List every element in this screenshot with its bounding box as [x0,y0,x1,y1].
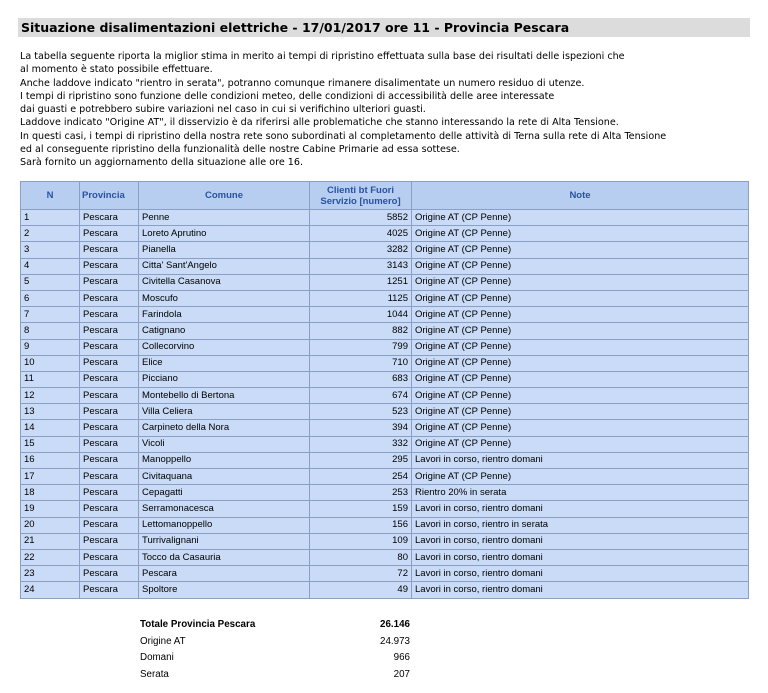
table-row [21,226,749,242]
table-row [21,452,749,468]
row-clienti: 523 [310,404,412,420]
row-provincia: Pescara [80,452,139,468]
row-clienti: 332 [310,436,412,452]
row-comune: Citta' Sant'Angelo [139,258,310,274]
table-row [21,355,749,371]
row-comune: Civitella Casanova [139,274,310,290]
row-clienti: 1044 [310,307,412,323]
row-number: 19 [21,501,80,517]
row-comune: Cepagatti [139,485,310,501]
row-note: Origine AT (CP Penne) [412,469,749,485]
row-comune: Serramonacesca [139,501,310,517]
table-row [21,307,749,323]
row-clienti: 5852 [310,210,412,226]
row-provincia: Pescara [80,323,139,339]
row-number: 12 [21,388,80,404]
row-comune: Moscufo [139,290,310,306]
row-number: 13 [21,404,80,420]
totals-value: 207 [393,668,410,680]
header-comune: Comune [139,182,310,210]
totals-label: Origine AT [140,635,186,647]
row-number: 11 [21,371,80,387]
outage-table [20,181,749,599]
totals-value: 24.973 [380,635,410,647]
row-note: Origine AT (CP Penne) [412,274,749,290]
row-clienti: 710 [310,355,412,371]
row-clienti: 109 [310,533,412,549]
row-provincia: Pescara [80,485,139,501]
totals-label: Serata [140,668,169,680]
row-note: Lavori in corso, rientro domani [412,566,749,582]
table-row [21,436,749,452]
row-provincia: Pescara [80,549,139,565]
table-row [21,501,749,517]
row-number: 4 [21,258,80,274]
table-row [21,420,749,436]
row-comune: Lettomanoppello [139,517,310,533]
row-note: Rientro 20% in serata [412,485,749,501]
row-comune: Pescara [139,566,310,582]
row-clienti: 159 [310,501,412,517]
row-note: Lavori in corso, rientro domani [412,533,749,549]
row-comune: Catignano [139,323,310,339]
row-number: 6 [21,290,80,306]
row-clienti: 3143 [310,258,412,274]
row-note: Origine AT (CP Penne) [412,339,749,355]
totals-row [140,617,410,634]
row-note: Origine AT (CP Penne) [412,436,749,452]
table-row [21,323,749,339]
row-note: Origine AT (CP Penne) [412,355,749,371]
row-clienti: 49 [310,582,412,598]
table-row [21,549,749,565]
row-comune: Civitaquana [139,469,310,485]
row-provincia: Pescara [80,469,139,485]
row-note: Lavori in corso, rientro domani [412,452,749,468]
row-comune: Vicoli [139,436,310,452]
row-clienti: 394 [310,420,412,436]
row-provincia: Pescara [80,436,139,452]
row-note: Origine AT (CP Penne) [412,210,749,226]
intro-line: dai guasti e potrebbero subire variazioni nel caso in cui si verifichino ulteriori guasti. [20,104,426,116]
table-row [21,371,749,387]
header-n: N [21,182,80,210]
intro-line: Sarà fornito un aggiornamento della situazione alle ore 16. [20,157,304,169]
table-row [21,533,749,549]
table-header-row [21,182,749,210]
row-note: Origine AT (CP Penne) [412,290,749,306]
table-row [21,485,749,501]
row-note: Lavori in corso, rientro in serata [412,517,749,533]
table-row [21,404,749,420]
intro-text [20,50,750,170]
row-clienti: 683 [310,371,412,387]
row-clienti: 253 [310,485,412,501]
row-provincia: Pescara [80,226,139,242]
row-number: 14 [21,420,80,436]
table-row [21,210,749,226]
row-number: 10 [21,355,80,371]
row-provincia: Pescara [80,210,139,226]
row-note: Origine AT (CP Penne) [412,307,749,323]
row-note: Lavori in corso, rientro domani [412,549,749,565]
page-title: Situazione disalimentazioni elettriche - 17/01/2017 ore 11 - Provincia Pescara [18,18,750,37]
header-note: Note [412,182,749,210]
row-provincia: Pescara [80,242,139,258]
row-comune: Elice [139,355,310,371]
row-provincia: Pescara [80,566,139,582]
row-number: 17 [21,469,80,485]
row-number: 1 [21,210,80,226]
row-provincia: Pescara [80,339,139,355]
row-comune: Penne [139,210,310,226]
table-row [21,388,749,404]
row-number: 2 [21,226,80,242]
row-number: 16 [21,452,80,468]
intro-line: I tempi di ripristino sono funzione delle condizioni meteo, delle condizioni di accessibilità delle aree interessate [20,90,555,102]
row-note: Origine AT (CP Penne) [412,388,749,404]
row-comune: Picciano [139,371,310,387]
row-provincia: Pescara [80,501,139,517]
row-provincia: Pescara [80,290,139,306]
row-clienti: 156 [310,517,412,533]
row-comune: Farindola [139,307,310,323]
row-comune: Loreto Aprutino [139,226,310,242]
totals-row [140,634,410,651]
header-clienti: Clienti bt Fuori Servizio [numero] [310,182,412,210]
totals-value: 966 [393,652,410,663]
row-provincia: Pescara [80,388,139,404]
intro-line: ed al conseguente ripristino della funzionalità delle nostre Cabine Primarie ad essa sottese. [20,144,460,156]
row-number: 23 [21,566,80,582]
row-provincia: Pescara [80,307,139,323]
totals-label: Domani [140,652,174,663]
table-row [21,242,749,258]
totals-row [140,650,410,667]
row-comune: Montebello di Bertona [139,388,310,404]
row-number: 3 [21,242,80,258]
row-clienti: 799 [310,339,412,355]
intro-line: In questi casi, i tempi di ripristino della nostra rete sono subordinati al completamento delle attività di Terna sulla rete di Alta Tensione [20,130,667,142]
row-provincia: Pescara [80,420,139,436]
row-provincia: Pescara [80,355,139,371]
row-clienti: 4025 [310,226,412,242]
totals-row [140,667,410,684]
totals-summary [140,617,410,683]
table-row [21,517,749,533]
row-number: 5 [21,274,80,290]
totals-value: 26.146 [380,619,410,630]
row-comune: Tocco da Casauria [139,549,310,565]
row-comune: Spoltore [139,582,310,598]
row-clienti: 254 [310,469,412,485]
row-comune: Turrivalignani [139,533,310,549]
row-comune: Carpineto della Nora [139,420,310,436]
row-number: 15 [21,436,80,452]
row-note: Origine AT (CP Penne) [412,226,749,242]
row-number: 18 [21,485,80,501]
row-note: Lavori in corso, rientro domani [412,582,749,598]
row-number: 7 [21,307,80,323]
row-note: Origine AT (CP Penne) [412,242,749,258]
row-number: 20 [21,517,80,533]
table-row [21,339,749,355]
row-provincia: Pescara [80,274,139,290]
row-clienti: 295 [310,452,412,468]
row-note: Origine AT (CP Penne) [412,420,749,436]
row-note: Origine AT (CP Penne) [412,323,749,339]
row-clienti: 80 [310,549,412,565]
row-note: Origine AT (CP Penne) [412,404,749,420]
row-comune: Collecorvino [139,339,310,355]
row-number: 8 [21,323,80,339]
row-note: Lavori in corso, rientro domani [412,501,749,517]
table-row [21,290,749,306]
row-clienti: 674 [310,388,412,404]
row-clienti: 3282 [310,242,412,258]
row-provincia: Pescara [80,582,139,598]
row-provincia: Pescara [80,517,139,533]
row-provincia: Pescara [80,371,139,387]
row-number: 24 [21,582,80,598]
row-number: 22 [21,549,80,565]
row-provincia: Pescara [80,258,139,274]
table-row [21,274,749,290]
row-clienti: 1251 [310,274,412,290]
table-row [21,566,749,582]
table-row [21,469,749,485]
header-provincia: Provincia [80,182,139,210]
row-clienti: 72 [310,566,412,582]
intro-line: Anche laddove indicato "rientro in serata", potranno comunque rimanere disalimentate un numero residuo di utenze. [20,77,585,89]
row-note: Origine AT (CP Penne) [412,258,749,274]
row-comune: Villa Celiera [139,404,310,420]
row-comune: Manoppello [139,452,310,468]
row-note: Origine AT (CP Penne) [412,371,749,387]
row-number: 21 [21,533,80,549]
table-row [21,582,749,598]
intro-line: La tabella seguente riporta la miglior stima in merito ai tempi di ripristino effettuata sulla base dei risultati delle ispezioni che [20,51,625,62]
table-row [21,258,749,274]
intro-line: al momento è stato possibile effettuare. [20,64,213,76]
row-provincia: Pescara [80,533,139,549]
intro-line: Laddove indicato "Origine AT", il disservizio è da riferirsi alle problematiche che stanno interessando la rete di Alta Tensione. [20,117,619,129]
row-provincia: Pescara [80,404,139,420]
totals-label: Totale Provincia Pescara [140,619,256,630]
row-comune: Pianella [139,242,310,258]
row-clienti: 1125 [310,290,412,306]
row-clienti: 882 [310,323,412,339]
row-number: 9 [21,339,80,355]
